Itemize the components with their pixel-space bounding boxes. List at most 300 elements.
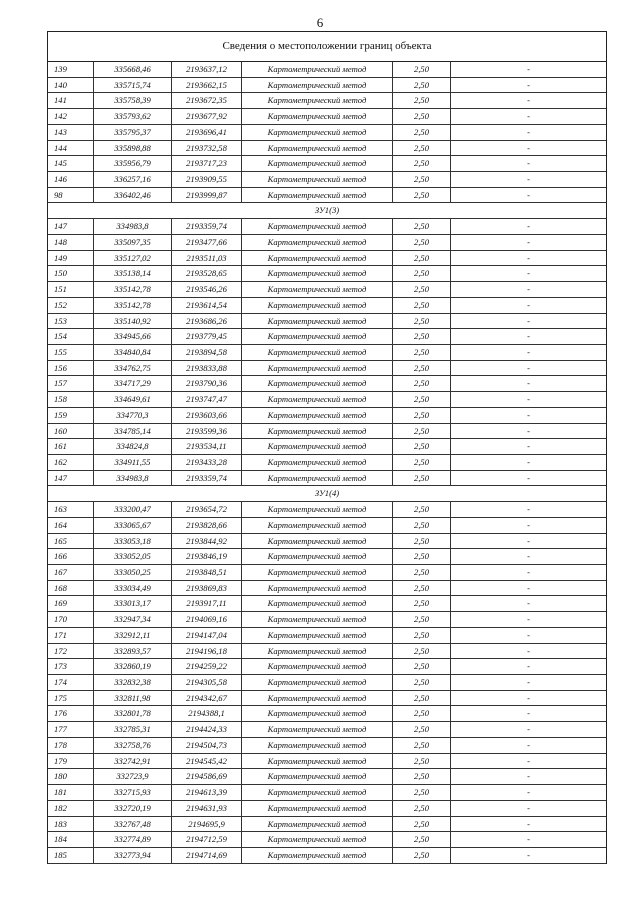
table-row (48, 722, 606, 738)
description-cell: - (527, 315, 530, 326)
point-number-cell: 151 (48, 282, 94, 297)
method-cell: Картометрический метод (242, 93, 393, 108)
method-cell: Картометрический метод (242, 282, 393, 297)
x-coordinate-cell: 333013,17 (94, 596, 172, 611)
point-number-cell: 141 (48, 93, 94, 108)
point-number-cell: 149 (48, 251, 94, 266)
point-number-cell: 177 (48, 722, 94, 737)
point-number-cell: 153 (48, 314, 94, 329)
description-cell: - (527, 802, 530, 813)
x-coordinate-cell: 332860,19 (94, 659, 172, 674)
table-row (48, 769, 606, 785)
description-cell: - (527, 299, 530, 310)
table-row (48, 172, 606, 188)
description-cell: - (527, 284, 530, 295)
point-number-cell: 164 (48, 518, 94, 533)
method-cell: Картометрический метод (242, 78, 393, 93)
x-coordinate-cell: 335956,79 (94, 156, 172, 171)
x-coordinate-cell: 333050,25 (94, 565, 172, 580)
table-row (48, 471, 606, 487)
method-cell: Картометрический метод (242, 769, 393, 784)
point-number-cell: 179 (48, 754, 94, 769)
method-cell: Картометрический метод (242, 298, 393, 313)
table-title: Сведения о местоположении границ объекта (48, 32, 606, 62)
description-cell: - (527, 378, 530, 389)
y-coordinate-cell: 2194586,69 (172, 769, 242, 784)
point-number-cell: 147 (48, 219, 94, 234)
y-coordinate-cell: 2194196,18 (172, 644, 242, 659)
y-coordinate-cell: 2193917,11 (172, 596, 242, 611)
table-row (48, 565, 606, 581)
x-coordinate-cell: 332893,57 (94, 644, 172, 659)
point-number-cell: 146 (48, 172, 94, 187)
point-number-cell: 152 (48, 298, 94, 313)
table-row (48, 675, 606, 691)
method-cell: Картометрический метод (242, 235, 393, 250)
y-coordinate-cell: 2193511,03 (172, 251, 242, 266)
accuracy-cell: 2,50 (393, 376, 451, 391)
accuracy-cell: 2,50 (393, 439, 451, 454)
method-cell: Картометрический метод (242, 455, 393, 470)
accuracy-cell: 2,50 (393, 424, 451, 439)
x-coordinate-cell: 334840,84 (94, 345, 172, 360)
table-row (48, 392, 606, 408)
description-cell: - (527, 567, 530, 577)
x-coordinate-cell: 335097,35 (94, 235, 172, 250)
point-number-cell: 185 (48, 848, 94, 863)
y-coordinate-cell: 2194545,42 (172, 754, 242, 769)
point-number-cell: 169 (48, 596, 94, 611)
method-cell: Картометрический метод (242, 659, 393, 674)
accuracy-cell: 2,50 (393, 361, 451, 376)
point-number-cell: 143 (48, 125, 94, 140)
x-coordinate-cell: 336257,16 (94, 172, 172, 187)
description-cell: - (527, 519, 530, 530)
y-coordinate-cell: 2193833,88 (172, 361, 242, 376)
description-cell: - (527, 268, 530, 279)
method-cell: Картометрический метод (242, 848, 393, 863)
accuracy-cell: 2,50 (393, 62, 451, 77)
accuracy-cell: 2,50 (393, 612, 451, 627)
x-coordinate-cell: 334945,66 (94, 329, 172, 344)
table-row (48, 266, 606, 282)
accuracy-cell: 2,50 (393, 659, 451, 674)
point-number-cell: 98 (48, 188, 94, 203)
y-coordinate-cell: 2194424,33 (172, 722, 242, 737)
point-number-cell: 165 (48, 534, 94, 549)
description-cell: - (527, 236, 530, 247)
accuracy-cell: 2,50 (393, 785, 451, 800)
method-cell: Картометрический метод (242, 754, 393, 769)
point-number-cell: 171 (48, 628, 94, 643)
x-coordinate-cell: 335142,78 (94, 282, 172, 297)
accuracy-cell: 2,50 (393, 78, 451, 93)
accuracy-cell: 2,50 (393, 282, 451, 297)
method-cell: Картометрический метод (242, 644, 393, 659)
point-number-cell: 168 (48, 581, 94, 596)
x-coordinate-cell: 332801,78 (94, 706, 172, 721)
table-row (48, 408, 606, 424)
accuracy-cell: 2,50 (393, 298, 451, 313)
accuracy-cell: 2,50 (393, 156, 451, 171)
description-cell: - (527, 551, 530, 562)
y-coordinate-cell: 2194147,04 (172, 628, 242, 643)
x-coordinate-cell: 332947,34 (94, 612, 172, 627)
table-row (48, 659, 606, 675)
description-cell: - (527, 535, 530, 546)
method-cell: Картометрический метод (242, 251, 393, 266)
table-row (48, 219, 606, 235)
table-row (48, 141, 606, 157)
accuracy-cell: 2,50 (393, 769, 451, 784)
description-cell: - (527, 504, 530, 515)
description-cell: - (527, 598, 530, 609)
accuracy-cell: 2,50 (393, 534, 451, 549)
table-row (48, 125, 606, 141)
x-coordinate-cell: 336402,46 (94, 188, 172, 203)
table-row (48, 329, 606, 345)
x-coordinate-cell: 334824,8 (94, 439, 172, 454)
table-row (48, 612, 606, 628)
y-coordinate-cell: 2194305,58 (172, 675, 242, 690)
method-cell: Картометрический метод (242, 408, 393, 423)
section-label: ЗУ1(4) (48, 486, 606, 502)
y-coordinate-cell: 2193528,65 (172, 266, 242, 281)
description-cell: - (527, 142, 530, 153)
accuracy-cell: 2,50 (393, 832, 451, 847)
point-number-cell: 150 (48, 266, 94, 281)
description-cell: - (527, 221, 530, 232)
accuracy-cell: 2,50 (393, 738, 451, 753)
point-number-cell: 175 (48, 691, 94, 706)
x-coordinate-cell: 333034,49 (94, 581, 172, 596)
x-coordinate-cell: 333053,18 (94, 534, 172, 549)
x-coordinate-cell: 332773,94 (94, 848, 172, 863)
description-cell: - (527, 787, 530, 798)
y-coordinate-cell: 2193654,72 (172, 502, 242, 517)
y-coordinate-cell: 2193779,45 (172, 329, 242, 344)
y-coordinate-cell: 2193790,36 (172, 376, 242, 391)
point-number-cell: 156 (48, 361, 94, 376)
y-coordinate-cell: 2193546,26 (172, 282, 242, 297)
table-row (48, 314, 606, 330)
y-coordinate-cell: 2193999,87 (172, 188, 242, 203)
accuracy-cell: 2,50 (393, 455, 451, 470)
y-coordinate-cell: 2193717,23 (172, 156, 242, 171)
y-coordinate-cell: 2194342,67 (172, 691, 242, 706)
point-number-cell: 154 (48, 329, 94, 344)
method-cell: Картометрический метод (242, 722, 393, 737)
table-row (48, 738, 606, 754)
y-coordinate-cell: 2193686,26 (172, 314, 242, 329)
page-number: 6 (316, 15, 324, 30)
table-row (48, 706, 606, 722)
accuracy-cell: 2,50 (393, 471, 451, 486)
description-cell: - (527, 834, 530, 845)
method-cell: Картометрический метод (242, 172, 393, 187)
method-cell: Картометрический метод (242, 832, 393, 847)
accuracy-cell: 2,50 (393, 628, 451, 643)
description-cell: - (527, 394, 530, 405)
accuracy-cell: 2,50 (393, 817, 451, 832)
accuracy-cell: 2,50 (393, 345, 451, 360)
method-cell: Картометрический метод (242, 266, 393, 281)
description-cell: - (527, 111, 530, 122)
accuracy-cell: 2,50 (393, 141, 451, 156)
y-coordinate-cell: 2194631,93 (172, 801, 242, 816)
accuracy-cell: 2,50 (393, 93, 451, 108)
point-number-cell: 181 (48, 785, 94, 800)
description-cell: - (527, 409, 530, 420)
x-coordinate-cell: 332785,31 (94, 722, 172, 737)
y-coordinate-cell: 2194613,39 (172, 785, 242, 800)
table-row (48, 235, 606, 251)
description-cell: - (527, 331, 530, 342)
table-row (48, 282, 606, 298)
accuracy-cell: 2,50 (393, 235, 451, 250)
x-coordinate-cell: 332774,89 (94, 832, 172, 847)
table-row (48, 439, 606, 455)
description-cell: - (527, 818, 530, 829)
point-number-cell: 163 (48, 502, 94, 517)
point-number-cell: 142 (48, 109, 94, 124)
table-row (48, 251, 606, 267)
method-cell: Картометрический метод (242, 691, 393, 706)
y-coordinate-cell: 2193869,83 (172, 581, 242, 596)
table-row (48, 424, 606, 440)
x-coordinate-cell: 332767,48 (94, 817, 172, 832)
table-row (48, 848, 606, 864)
accuracy-cell: 2,50 (393, 408, 451, 423)
description-cell: - (527, 677, 530, 688)
description-cell: - (527, 425, 530, 436)
point-number-cell: 183 (48, 817, 94, 832)
method-cell: Картометрический метод (242, 518, 393, 533)
x-coordinate-cell: 335898,88 (94, 141, 172, 156)
table-row (48, 754, 606, 770)
description-cell: - (527, 582, 530, 593)
y-coordinate-cell: 2193359,74 (172, 219, 242, 234)
method-cell: Картометрический метод (242, 471, 393, 486)
table-row (48, 691, 606, 707)
accuracy-cell: 2,50 (393, 644, 451, 659)
method-cell: Картометрический метод (242, 62, 393, 77)
point-number-cell: 173 (48, 659, 94, 674)
coordinates-table (47, 31, 607, 864)
table-row (48, 109, 606, 125)
method-cell: Картометрический метод (242, 534, 393, 549)
x-coordinate-cell: 334785,14 (94, 424, 172, 439)
accuracy-cell: 2,50 (393, 675, 451, 690)
accuracy-cell: 2,50 (393, 801, 451, 816)
x-coordinate-cell: 334983,8 (94, 219, 172, 234)
method-cell: Картометрический метод (242, 801, 393, 816)
y-coordinate-cell: 2194695,9 (172, 817, 242, 832)
description-cell: - (527, 692, 530, 703)
point-number-cell: 166 (48, 549, 94, 564)
method-cell: Картометрический метод (242, 424, 393, 439)
table-row (48, 549, 606, 565)
x-coordinate-cell: 332912,11 (94, 628, 172, 643)
accuracy-cell: 2,50 (393, 596, 451, 611)
point-number-cell: 174 (48, 675, 94, 690)
x-coordinate-cell: 332811,98 (94, 691, 172, 706)
y-coordinate-cell: 2193599,36 (172, 424, 242, 439)
x-coordinate-cell: 332742,91 (94, 754, 172, 769)
table-row (48, 455, 606, 471)
x-coordinate-cell: 332758,76 (94, 738, 172, 753)
y-coordinate-cell: 2193672,35 (172, 93, 242, 108)
method-cell: Картометрический метод (242, 219, 393, 234)
method-cell: Картометрический метод (242, 345, 393, 360)
description-cell: - (527, 755, 530, 766)
point-number-cell: 140 (48, 78, 94, 93)
section-label: ЗУ1(3) (48, 203, 606, 219)
table-row (48, 817, 606, 833)
point-number-cell: 167 (48, 565, 94, 580)
table-row (48, 298, 606, 314)
accuracy-cell: 2,50 (393, 314, 451, 329)
x-coordinate-cell: 335138,14 (94, 266, 172, 281)
description-cell: - (527, 95, 530, 106)
accuracy-cell: 2,50 (393, 109, 451, 124)
description-cell: - (527, 614, 530, 625)
y-coordinate-cell: 2193732,58 (172, 141, 242, 156)
table-row (48, 376, 606, 392)
point-number-cell: 145 (48, 156, 94, 171)
accuracy-cell: 2,50 (393, 502, 451, 517)
point-number-cell: 161 (48, 439, 94, 454)
accuracy-cell: 2,50 (393, 251, 451, 266)
point-number-cell: 182 (48, 801, 94, 816)
point-number-cell: 144 (48, 141, 94, 156)
y-coordinate-cell: 2193359,74 (172, 471, 242, 486)
method-cell: Картометрический метод (242, 125, 393, 140)
x-coordinate-cell: 334911,55 (94, 455, 172, 470)
y-coordinate-cell: 2193534,11 (172, 439, 242, 454)
y-coordinate-cell: 2193662,15 (172, 78, 242, 93)
x-coordinate-cell: 334762,75 (94, 361, 172, 376)
x-coordinate-cell: 334717,29 (94, 376, 172, 391)
table-row (48, 518, 606, 534)
description-cell: - (527, 126, 530, 137)
point-number-cell: 139 (48, 62, 94, 77)
x-coordinate-cell: 334649,61 (94, 392, 172, 407)
y-coordinate-cell: 2193637,12 (172, 62, 242, 77)
point-number-cell: 147 (48, 471, 94, 486)
table-row (48, 78, 606, 94)
x-coordinate-cell: 333052,05 (94, 549, 172, 564)
accuracy-cell: 2,50 (393, 722, 451, 737)
description-cell: - (527, 849, 530, 860)
y-coordinate-cell: 2193477,66 (172, 235, 242, 250)
y-coordinate-cell: 2193747,47 (172, 392, 242, 407)
accuracy-cell: 2,50 (393, 706, 451, 721)
x-coordinate-cell: 334770,3 (94, 408, 172, 423)
point-number-cell: 157 (48, 376, 94, 391)
method-cell: Картометрический метод (242, 628, 393, 643)
method-cell: Картометрический метод (242, 156, 393, 171)
description-cell: - (527, 158, 530, 169)
accuracy-cell: 2,50 (393, 754, 451, 769)
description-cell: - (527, 724, 530, 735)
point-number-cell: 176 (48, 706, 94, 721)
y-coordinate-cell: 2194504,73 (172, 738, 242, 753)
table-row (48, 188, 606, 204)
x-coordinate-cell: 335795,37 (94, 125, 172, 140)
point-number-cell: 160 (48, 424, 94, 439)
x-coordinate-cell: 333065,67 (94, 518, 172, 533)
description-cell: - (527, 771, 530, 782)
point-number-cell: 184 (48, 832, 94, 847)
accuracy-cell: 2,50 (393, 266, 451, 281)
method-cell: Картометрический метод (242, 675, 393, 690)
description-cell: - (527, 456, 530, 467)
y-coordinate-cell: 2193696,41 (172, 125, 242, 140)
accuracy-cell: 2,50 (393, 329, 451, 344)
description-cell: - (527, 441, 530, 452)
accuracy-cell: 2,50 (393, 581, 451, 596)
description-cell: - (527, 79, 530, 90)
x-coordinate-cell: 332715,93 (94, 785, 172, 800)
accuracy-cell: 2,50 (393, 848, 451, 863)
x-coordinate-cell: 335715,74 (94, 78, 172, 93)
table-row (48, 93, 606, 109)
x-coordinate-cell: 335142,78 (94, 298, 172, 313)
x-coordinate-cell: 334983,8 (94, 471, 172, 486)
y-coordinate-cell: 2193848,51 (172, 565, 242, 580)
description-cell: - (527, 64, 530, 74)
method-cell: Картометрический метод (242, 376, 393, 391)
description-cell: - (527, 661, 530, 672)
point-number-cell: 162 (48, 455, 94, 470)
y-coordinate-cell: 2193894,58 (172, 345, 242, 360)
y-coordinate-cell: 2194069,16 (172, 612, 242, 627)
description-cell: - (527, 472, 530, 483)
y-coordinate-cell: 2194259,22 (172, 659, 242, 674)
table-row (48, 832, 606, 848)
y-coordinate-cell: 2193603,66 (172, 408, 242, 423)
method-cell: Картометрический метод (242, 706, 393, 721)
description-cell: - (527, 346, 530, 357)
table-row (48, 345, 606, 361)
method-cell: Картометрический метод (242, 565, 393, 580)
point-number-cell: 170 (48, 612, 94, 627)
description-cell: - (527, 252, 530, 263)
description-cell: - (527, 645, 530, 656)
method-cell: Картометрический метод (242, 738, 393, 753)
point-number-cell: 172 (48, 644, 94, 659)
y-coordinate-cell: 2194714,69 (172, 848, 242, 863)
x-coordinate-cell: 335140,92 (94, 314, 172, 329)
table-body (48, 62, 606, 864)
method-cell: Картометрический метод (242, 188, 393, 203)
table-row (48, 801, 606, 817)
x-coordinate-cell: 332832,38 (94, 675, 172, 690)
accuracy-cell: 2,50 (393, 172, 451, 187)
accuracy-cell: 2,50 (393, 125, 451, 140)
accuracy-cell: 2,50 (393, 219, 451, 234)
description-cell: - (527, 189, 530, 200)
x-coordinate-cell: 335127,02 (94, 251, 172, 266)
accuracy-cell: 2,50 (393, 691, 451, 706)
point-number-cell: 148 (48, 235, 94, 250)
y-coordinate-cell: 2193433,28 (172, 455, 242, 470)
method-cell: Картометрический метод (242, 612, 393, 627)
x-coordinate-cell: 332720,19 (94, 801, 172, 816)
point-number-cell: 178 (48, 738, 94, 753)
description-cell: - (527, 362, 530, 373)
